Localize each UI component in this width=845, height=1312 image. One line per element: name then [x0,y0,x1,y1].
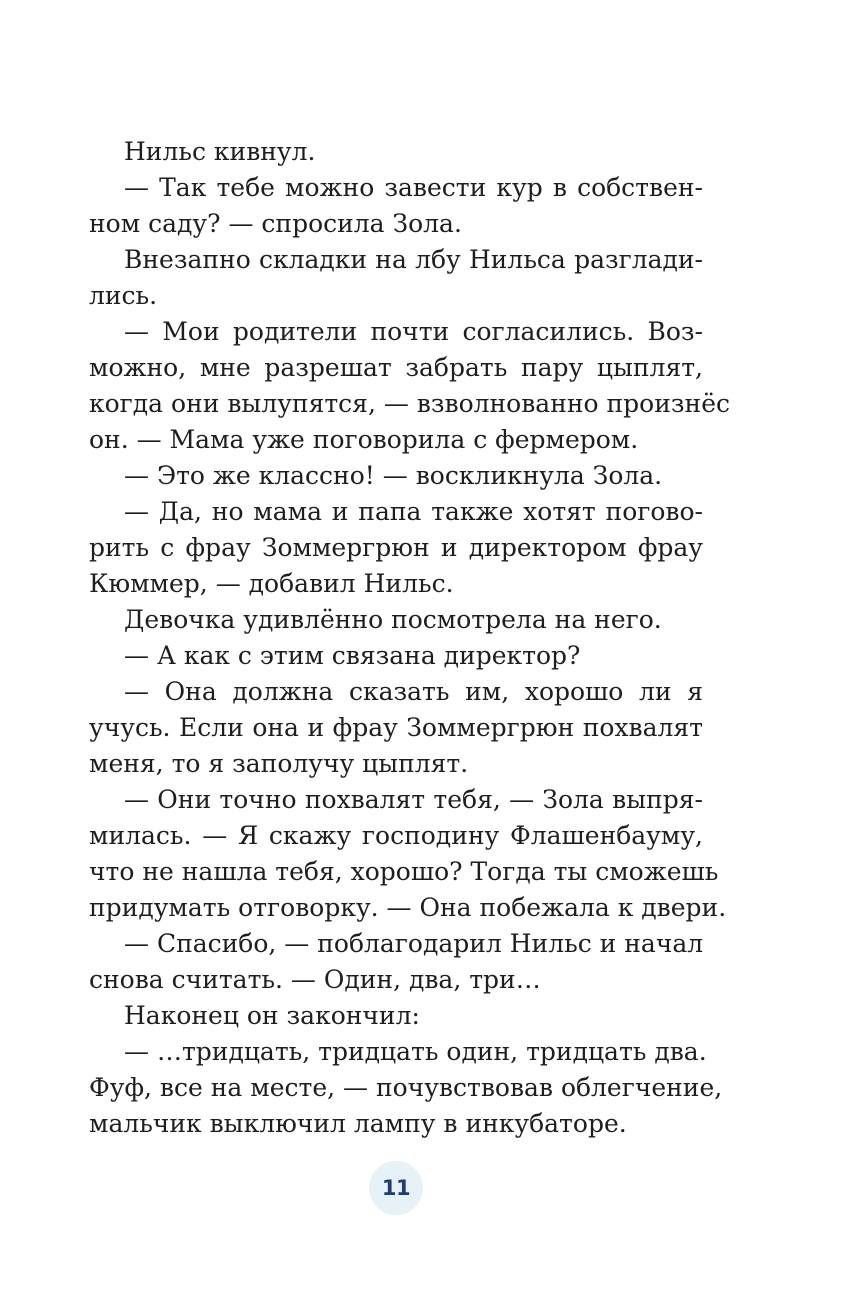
text-line: Внезапно складки на лбу Нильса разглади- [124,245,703,274]
text-line: когда они вылупятся, — взволнованно произнёс [89,389,730,418]
text-line: лись. [89,281,158,310]
text-line: ном саду? — спросила Зола. [89,209,462,238]
text-line: Наконец он закончил: [124,1001,420,1030]
text-line: снова считать. — Один, два, три… [89,965,541,994]
text-line: Девочка удивлённо посмотрела на него. [124,605,662,634]
text-line: он. — Мама уже поговорила с фермером. [89,425,639,454]
text-line: что не нашла тебя, хорошо? Тогда ты сможешь [89,857,719,886]
text-line: — Так тебе можно завести кур в собствен- [124,173,703,202]
text-line: Нильс кивнул. [124,137,316,166]
text-line: — Спасибо, — поблагодарил Нильс и начал [124,929,704,958]
text-line: можно, мне разрешат забрать пару цыплят, [89,353,703,382]
text-line: — Мои родители почти согласились. Воз- [124,317,703,346]
text-line: учусь. Если она и фрау Зоммергрюн похвалят [89,713,703,742]
text-line: милась. — Я скажу господину Флашенбауму, [89,821,703,850]
text-line: придумать отговорку. — Она побежала к двери. [89,893,727,922]
text-line: меня, то я заполучу цыплят. [89,749,469,778]
text-line: Фуф, все на месте, — почувствовав облегчение, [89,1073,723,1102]
page-number-badge [369,1161,423,1215]
text-line: — Да, но мама и папа также хотят погово- [124,497,703,526]
text-line: мальчик выключил лампу в инкубаторе. [89,1109,627,1138]
text-line: — …тридцать, тридцать один, тридцать два. [124,1037,707,1066]
text-line: — Это же классно! — воскликнула Зола. [124,461,663,490]
text-line: Кюммер, — добавил Нильс. [89,569,454,598]
text-line: — Она должна сказать им, хорошо ли я [124,677,703,706]
body-text [89,134,730,1142]
text-line: рить с фрау Зоммергрюн и директором фрау [89,533,703,562]
text-line: — А как с этим связана директор? [124,641,581,670]
text-line: — Они точно похвалят тебя, — Зола выпря- [124,785,703,814]
page-number: 11 [381,1176,411,1200]
